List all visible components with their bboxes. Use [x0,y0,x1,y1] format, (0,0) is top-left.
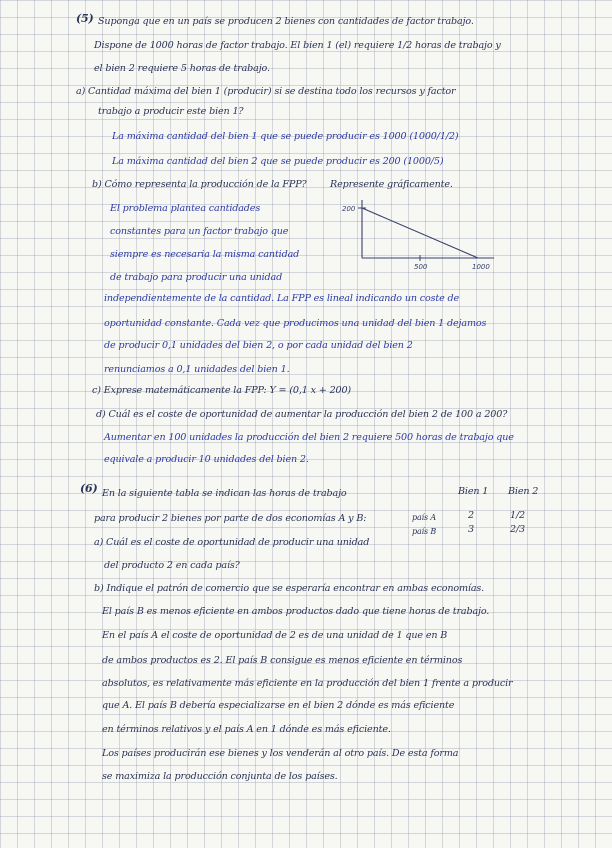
q5-b-answer-2: constantes para un factor trabajo que [110,226,289,237]
question-5-number: (5) [76,12,94,25]
q6-b-question: b) Indique el patrón de comercio que se esperaría encontrar en ambas economías. [94,583,485,594]
table-row-a-bien-1: 2 [468,510,474,521]
q6-line-1: En la siguiente tabla se indican las horas de trabajo [102,488,347,499]
table-header-bien-1: Bien 1 [458,486,489,497]
table-row-b-label: país B [412,527,437,536]
q6-answer-1: El país B es menos eficiente en ambos productos dado que tiene horas de trabajo. [102,606,490,617]
q5-b-answer-1: El problema plantea cantidades [110,203,261,214]
q5-b-answer-4: de trabajo para producir una unidad [110,272,283,283]
q5-b-answer-7: de producir 0,1 unidades del bien 2, o por cada unidad del bien 2 [104,340,413,351]
q5-b-question: b) Cómo representa la producción de la FPP? [92,179,307,190]
question-6-number: (6) [80,482,98,495]
q5-d-question: d) Cuál es el coste de oportunidad de aumentar la producción del bien 2 de 100 a 200? [96,409,508,420]
table-row-a-label: país A [412,513,436,522]
ppf-x-tick-label-2: 1000 [472,263,490,271]
q6-answer-2: En el país A el coste de oportunidad de 2 es de una unidad de 1 que en B [102,630,448,641]
q5-b-question-right: Represente gráficamente. [330,179,453,190]
q6-answer-4: absolutos, es relativamente más eficiente en la producción del bien 1 frente a producir [102,678,513,689]
table-row-b-bien-2: 2/3 [510,524,525,535]
q6-a-question-2: del producto 2 en cada país? [104,560,240,571]
q6-answer-3: de ambos productos es 2. El país B consigue es menos eficiente en términos [102,655,463,666]
table-header-bien-2: Bien 2 [508,486,539,497]
table-row-b-bien-1: 3 [468,524,474,535]
q5-d-answer-1: Aumentar en 100 unidades la producción del bien 2 requiere 500 horas de trabajo que [104,432,514,443]
q5-line-3: el bien 2 requiere 5 horas de trabajo. [94,63,270,74]
q5-b-answer-6: oportunidad constante. Cada vez que producimos una unidad del bien 1 dejamos [104,318,487,329]
q5-a-question-1: a) Cantidad máxima del bien 1 (producir) si se destina todo los recursos y factor [76,86,456,97]
q5-line-1: Suponga que en un país se producen 2 bienes con cantidades de factor trabajo. [98,16,474,27]
q6-answer-5: que A. El país B debería especializarse en el bien 2 dónde es más eficiente [102,700,455,711]
q5-c-question: c) Exprese matemáticamente la FPP: Y = (0,1 x + 200) [92,385,352,396]
q5-b-answer-8: renunciamos a 0,1 unidades del bien 1. [104,364,290,375]
ppf-sketch [336,196,496,276]
q5-b-answer-3: siempre es necesaria la misma cantidad [110,249,300,260]
q6-line-2: para producir 2 bienes por parte de dos economías A y B: [94,513,367,524]
ppf-x-tick-label-1: 500 [414,263,428,271]
q5-a-answer-1: La máxima cantidad del bien 1 que se puede producir es 1000 (1000/1/2) [112,131,459,142]
q5-line-2: Dispone de 1000 horas de factor trabajo. El bien 1 (el) requiere 1/2 horas de trabajo y [94,40,501,51]
q5-d-answer-2: equivale a producir 10 unidades del bien 2. [104,454,309,465]
q6-answer-7: Los países producirán ese bienes y los venderán al otro país. De esta forma [102,748,459,759]
q6-answer-8: se maximiza la producción conjunta de los países. [102,771,338,782]
table-row-a-bien-2: 1/2 [510,510,525,521]
ppf-y-tick-label: 200 [342,205,356,213]
q5-b-answer-5: independientemente de la cantidad. La FPP es lineal indicando un coste de [104,293,460,304]
q5-a-answer-2: La máxima cantidad del bien 2 que se puede producir es 200 (1000/5) [112,156,444,167]
ppf-line [362,208,478,258]
q6-answer-6: en términos relativos y el país A en 1 dónde es más eficiente. [102,724,391,735]
q5-a-question-2: trabajo a producir este bien 1? [98,106,244,117]
q6-a-question-1: a) Cuál es el coste de oportunidad de producir una unidad [94,537,370,548]
